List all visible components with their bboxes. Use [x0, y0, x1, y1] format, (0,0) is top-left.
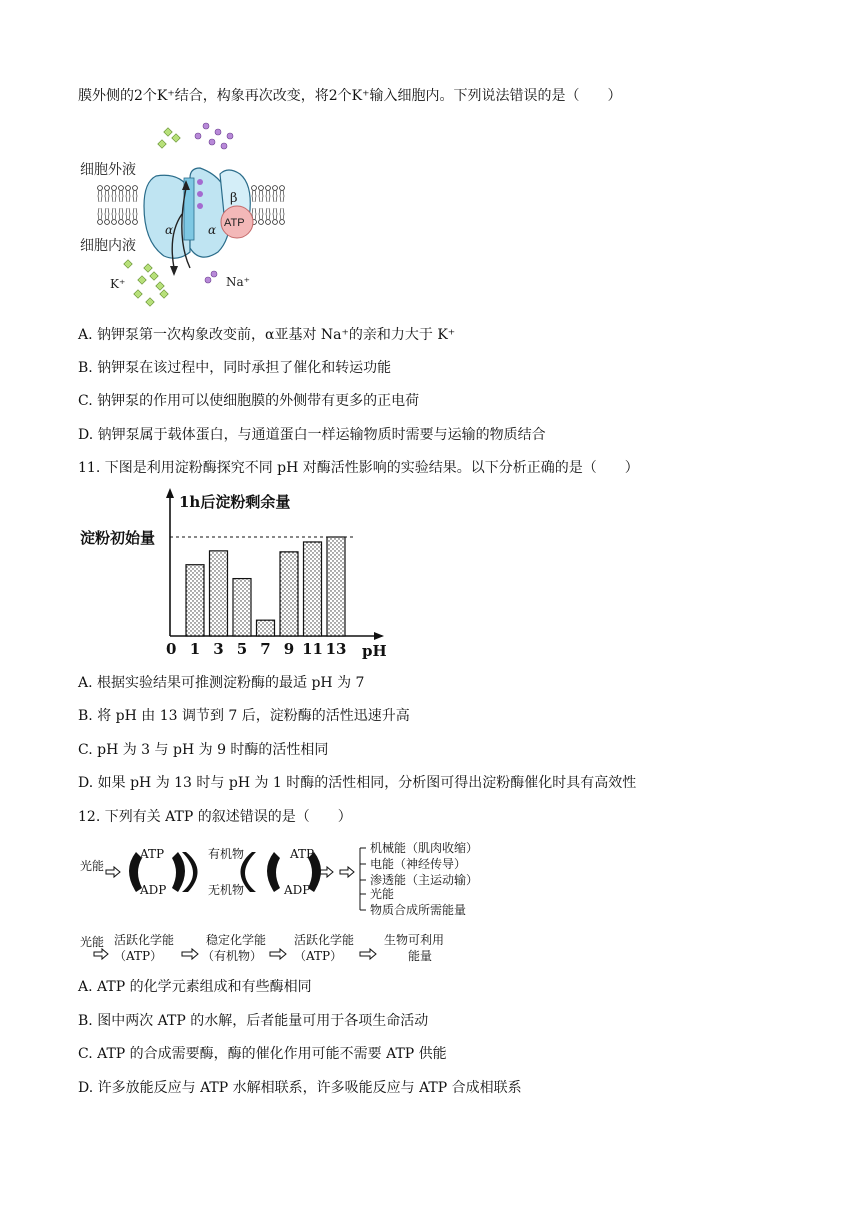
q12-option-c: C. ATP 的合成需要酶，酶的催化作用可能不需要 ATP 供能 [78, 1046, 447, 1062]
q11-option-d: D. 如果 pH 为 13 时与 pH 为 1 时酶的活性相同，分析图可得出淀粉酶催化时具有高效性 [78, 775, 637, 791]
x-tick-5: 5 [236, 640, 248, 658]
flow-step2-bottom: （有机物） [202, 949, 263, 963]
use-mechanical: 机械能（肌肉收缩） [370, 841, 479, 855]
flow-step2-top: 稳定化学能 [206, 933, 267, 947]
flow-end-bottom: 能量 [408, 949, 433, 963]
bar-ph-13 [327, 537, 345, 636]
flow-end-top: 生物可利用 [384, 933, 445, 947]
q10-option-d: D. 钠钾泵属于载体蛋白，与通道蛋白一样运输物质时需要与运输的物质结合 [78, 427, 546, 443]
bar-ph-7 [257, 620, 275, 636]
q11-option-c: C. pH 为 3 与 pH 为 9 时酶的活性相同 [78, 742, 329, 758]
reference-line-label: 淀粉初始量 [80, 529, 156, 547]
use-synthesis: 物质合成所需能量 [370, 903, 467, 917]
origin-label: 0 [166, 640, 177, 658]
question-intro: 膜外侧的2个K⁺结合，构象再次改变，将2个K⁺输入细胞内。下列说法错误的是（ ） [78, 88, 622, 104]
bar-ph-9 [280, 552, 298, 636]
q11-option-b: B. 将 pH 由 13 调节到 7 后，淀粉酶的活性迅速升高 [78, 708, 410, 724]
x-axis-label: pH [362, 642, 387, 660]
bar-ph-5 [233, 579, 251, 636]
flow-step3-top: 活跃化学能 [294, 933, 355, 947]
beta-label: β [230, 191, 238, 206]
energy-flow-diagram [78, 932, 478, 968]
outside-label: 细胞外液 [80, 162, 136, 178]
atp-label-2: ATP [290, 847, 315, 861]
flow-step1-bottom: （ATP） [114, 949, 163, 963]
ph-starch-bar-chart [78, 486, 398, 664]
adp-label-2: ADP [284, 883, 311, 897]
organic-label: 有机物 [208, 847, 245, 861]
q12-option-b: B. 图中两次 ATP 的水解，后者能量可用于各项生命活动 [78, 1013, 429, 1029]
sodium-potassium-pump-figure [78, 118, 298, 308]
flow-step1-top: 活跃化学能 [114, 933, 175, 947]
atp-label-1: ATP [140, 847, 165, 861]
atp-label: ATP [224, 217, 245, 229]
flow-step3-bottom: （ATP） [294, 949, 343, 963]
x-tick-11: 11 [302, 640, 323, 658]
alpha-label-left: α [165, 223, 174, 237]
bar-ph-1 [186, 565, 204, 636]
x-tick-9: 9 [283, 640, 295, 658]
alpha-label-right: α [208, 223, 217, 237]
adp-label-1: ADP [140, 883, 167, 897]
atp-energy-cycle-figure [78, 836, 518, 926]
k-label: K⁺ [110, 277, 126, 291]
flow-start: 光能 [80, 935, 105, 949]
x-tick-3: 3 [213, 640, 224, 658]
q12-stem: 12. 下列有关 ATP 的叙述错误的是（ ） [78, 809, 352, 825]
inorganic-label: 无机物 [208, 883, 245, 897]
q10-option-b: B. 钠钾泵在该过程中，同时承担了催化和转运功能 [78, 360, 392, 376]
use-electrical: 电能（神经传导） [370, 857, 467, 871]
na-label: Na⁺ [226, 275, 250, 289]
q11-stem: 11. 下图是利用淀粉酶探究不同 pH 对酶活性影响的实验结果。以下分析正确的是（ ） [78, 460, 639, 476]
x-tick-13: 13 [325, 640, 347, 658]
inside-label: 细胞内液 [80, 238, 136, 254]
q10-option-c: C. 钠钾泵的作用可以使细胞膜的外侧带有更多的正电荷 [78, 393, 420, 409]
use-light: 光能 [370, 887, 395, 901]
q12-option-a: A. ATP 的化学元素组成和有些酶相同 [78, 979, 312, 995]
bar-ph-11 [304, 542, 322, 636]
bar-ph-3 [210, 551, 228, 636]
use-osmotic: 渗透能（主运动输） [370, 873, 479, 887]
x-tick-7: 7 [260, 640, 271, 658]
y-axis-label: 1h后淀粉剩余量 [179, 493, 291, 511]
q11-option-a: A. 根据实验结果可推测淀粉酶的最适 pH 为 7 [78, 675, 365, 691]
q12-option-d: D. 许多放能反应与 ATP 水解相联系，许多吸能反应与 ATP 合成相联系 [78, 1080, 522, 1096]
x-tick-1: 1 [189, 640, 201, 658]
q10-option-a: A. 钠钾泵第一次构象改变前，α亚基对 Na⁺的亲和力大于 K⁺ [78, 327, 456, 343]
light-energy-label-1: 光能 [80, 859, 105, 873]
